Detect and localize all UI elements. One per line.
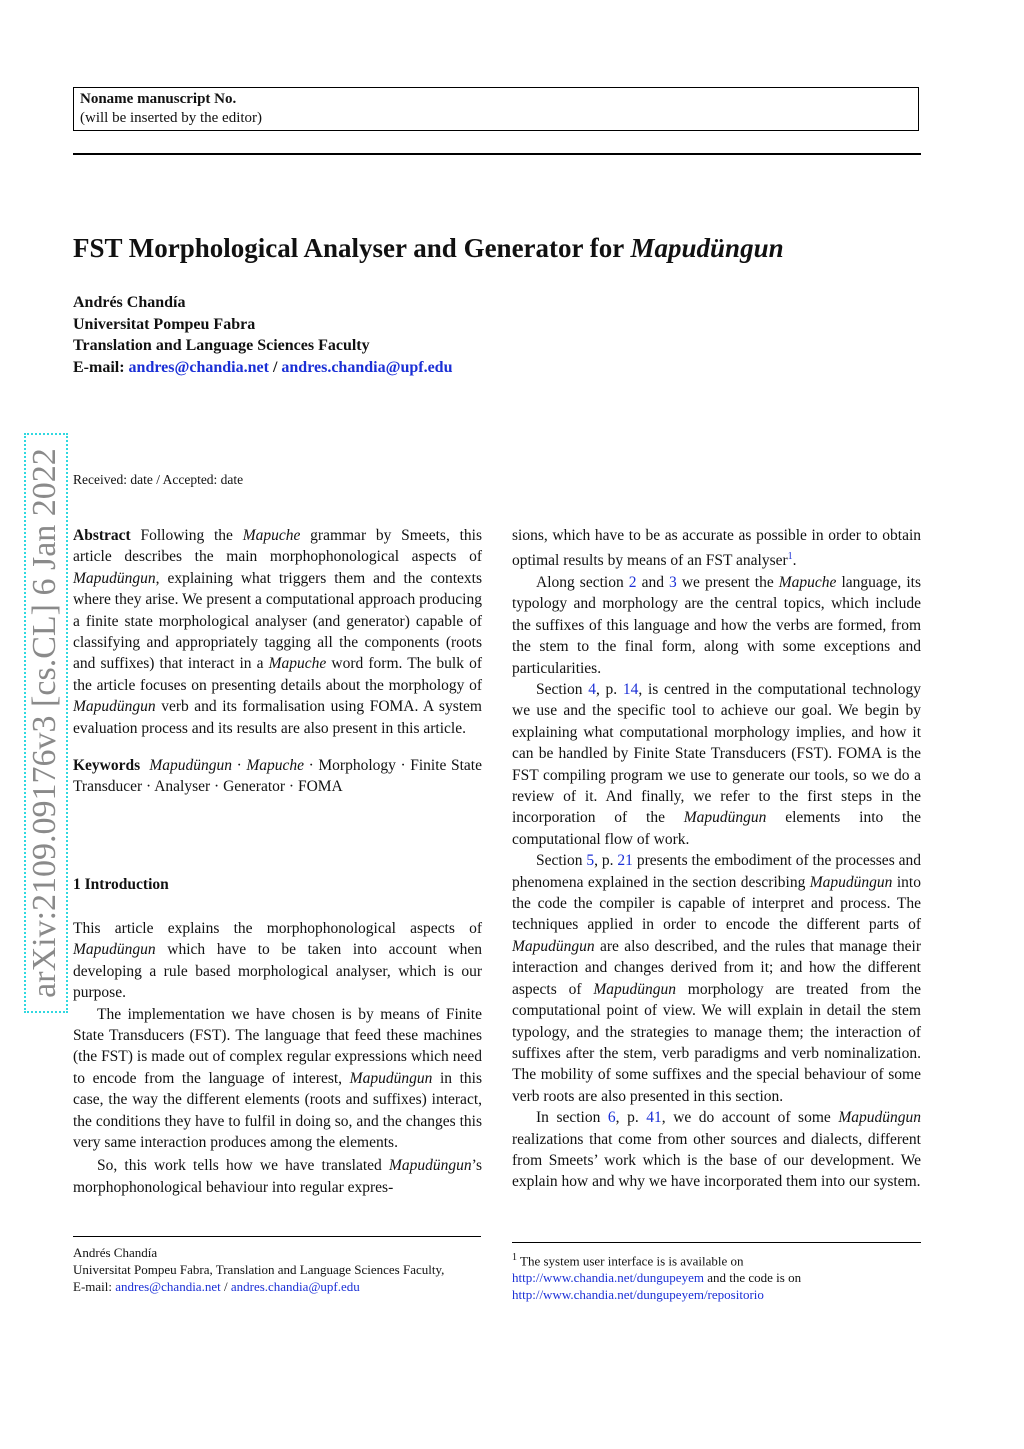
body-text: into the code the compiler is capable of interpret and process. The techniques applied in order to encode the different parts of bbox=[512, 873, 921, 934]
body-text: . bbox=[792, 552, 797, 570]
body-italic: Mapudüngun bbox=[512, 937, 595, 955]
body-italic: Mapuche bbox=[778, 573, 837, 591]
editor-note: (will be inserted by the editor) bbox=[80, 110, 263, 126]
right-paragraph-2 bbox=[512, 572, 921, 679]
right-paragraph-3 bbox=[512, 679, 921, 850]
introduction-left bbox=[73, 918, 482, 1198]
arxiv-stamp[interactable]: arXiv:2109.09176v3 [cs.CL] 6 Jan 2022 bbox=[24, 433, 68, 1013]
footnote-text: and the code is on bbox=[703, 1270, 802, 1286]
body-italic: Mapudüngun bbox=[809, 873, 893, 891]
section-ref-link[interactable]: 4 bbox=[588, 681, 596, 698]
abstract-text: Following the bbox=[130, 527, 243, 544]
body-text: Section bbox=[536, 681, 589, 698]
body-text: we present the bbox=[676, 573, 779, 591]
abstract-text: verb and its formalisation using FOMA. A system evaluation process and its results are also present in this article. bbox=[73, 698, 482, 737]
footer-affiliation: Universitat Pompeu Fabra, Translation and Language Sciences Faculty, bbox=[73, 1262, 445, 1277]
header-rule bbox=[73, 153, 921, 155]
body-text: elements into the computational flow of work. bbox=[512, 809, 921, 848]
keyword-text: · Morphology · Finite State Transducer · Analyser · Generator · FOMA bbox=[73, 757, 482, 796]
section-ref-link[interactable]: 2 bbox=[628, 573, 637, 591]
footer-email-label: E-mail: bbox=[73, 1279, 116, 1294]
section-ref-link[interactable]: 3 bbox=[669, 573, 677, 591]
body-text: Section bbox=[536, 852, 587, 870]
intro-italic: Mapudüngun bbox=[73, 941, 156, 959]
body-text: and bbox=[636, 573, 670, 591]
body-italic: Mapudüngun bbox=[838, 1109, 921, 1127]
email-separator: / bbox=[268, 358, 282, 376]
section-ref-link[interactable]: 6 bbox=[607, 1109, 616, 1127]
footnote-marker: 1 bbox=[512, 1252, 517, 1263]
footnote-url-1[interactable]: http://www.chandia.net/dungupeyem bbox=[512, 1270, 704, 1286]
manuscript-number: Noname manuscript No. bbox=[80, 91, 237, 107]
abstract-text: , explaining what triggers them and the contexts where they arise. We present a computational approach producing a finite state morphological analyser (and generator) capable of classifying and appropriately tagging all the components (roots and suffixes) that interact in a bbox=[73, 569, 482, 673]
footnote-line-2 bbox=[512, 1269, 932, 1286]
intro-paragraph-2 bbox=[73, 1004, 482, 1154]
title-italic: Mapudüngun bbox=[630, 233, 784, 263]
section-ref-link[interactable]: 5 bbox=[586, 852, 595, 870]
right-paragraph-5 bbox=[512, 1107, 921, 1193]
page-ref-link[interactable]: 21 bbox=[617, 852, 633, 870]
abstract-text: word form. The bulk of the article focuses on presenting details about the morphology of bbox=[73, 655, 482, 694]
keywords-label: Keywords bbox=[73, 757, 141, 775]
abstract-italic: Mapuche bbox=[268, 655, 327, 673]
intro-text: This article explains the morphophonological aspects of bbox=[73, 920, 482, 937]
footnote-text: The system user interface is is available on bbox=[517, 1253, 744, 1269]
intro-paragraph-1 bbox=[73, 918, 482, 1004]
footnote-url-2[interactable]: http://www.chandia.net/dungupeyem/repositorio bbox=[512, 1287, 764, 1303]
footer-email-line bbox=[73, 1278, 493, 1295]
intro-text: So, this work tells how we have translated bbox=[97, 1157, 389, 1175]
paper-title bbox=[73, 230, 933, 266]
intro-italic: Mapudüngun bbox=[349, 1069, 433, 1087]
right-paragraph-1 bbox=[512, 525, 921, 572]
footnote-rule bbox=[512, 1242, 921, 1243]
footer-email-separator: / bbox=[220, 1279, 231, 1294]
body-text: In section bbox=[536, 1109, 608, 1127]
email-label: E-mail: bbox=[73, 358, 129, 376]
body-text: are also described, and the rules that manage their interaction and changes derived from it; and how the different aspects of bbox=[512, 937, 921, 998]
author-name: Andrés Chandía bbox=[73, 294, 186, 311]
keywords bbox=[73, 755, 482, 798]
footer-rule-left bbox=[73, 1236, 481, 1237]
author-faculty: Translation and Language Sciences Faculty bbox=[73, 337, 370, 354]
journal-header-box bbox=[73, 87, 919, 131]
body-text: morphology are treated from the computational point of view. We will explain in detail the stem typology, and the strategies to manage them; the interaction of suffixes after the stem, verb paradigms and verb nominalization. The mobility of some suffixes and the special behaviour of some verb roots are also presented in this section. bbox=[512, 980, 921, 1105]
abstract-italic: Mapudüngun bbox=[73, 569, 156, 587]
left-column bbox=[73, 525, 482, 798]
page-ref-link[interactable]: 41 bbox=[646, 1109, 662, 1127]
keyword-italic: Mapudüngun bbox=[149, 757, 233, 775]
intro-text: which have to be taken into account when developing a rule based morphological analyser, which is our purpose. bbox=[73, 941, 482, 1002]
body-text: , we do account of some bbox=[661, 1109, 839, 1127]
body-italic: Mapudüngun bbox=[683, 809, 767, 827]
body-text: sions, which have to be as accurate as possible in order to obtain optimal results by means of an FST analyser bbox=[512, 527, 921, 570]
body-text: realizations that come from other sources and dialects, different from Smeets’ work which is the base of our development. We explain how and why we have incorporated them into our system. bbox=[512, 1130, 921, 1191]
email-link-1[interactable]: andres@chandia.net bbox=[128, 358, 269, 376]
footnote-ref[interactable]: 1 bbox=[787, 551, 793, 563]
intro-text: in this case, the way the different elements (roots and suffixes) interact, the conditions they have to fulfil in doing so, and the changes this very same interaction produces among the elements. bbox=[73, 1069, 483, 1152]
right-paragraph-4 bbox=[512, 850, 921, 1107]
author-footer bbox=[73, 1244, 493, 1295]
abstract-italic: Mapudüngun bbox=[73, 698, 156, 716]
keyword-sep: · bbox=[232, 757, 247, 775]
footer-email-link-1[interactable]: andres@chandia.net bbox=[115, 1279, 221, 1294]
body-text: , is centred in the computational technology we use and the specific tool to achieve our goal. We begin by explaining what computational morphology implies, and how it can be handled by Finite State Transducers (FST). FOMA is the FST compiling program we use to generate our tools, so we do a review of it. And finally, we refer to the first steps in the incorporation of the bbox=[512, 681, 921, 827]
section-heading-introduction: 1 Introduction bbox=[73, 876, 169, 893]
footer-author-name: Andrés Chandía bbox=[73, 1245, 158, 1260]
email-link-2[interactable]: andres.chandia@upf.edu bbox=[281, 358, 453, 376]
body-text: language, its typology and morphology are the central topics, which include the suffixes of this language and how the verbs are formed, from the stem to the final form, along with some exceptions and particularities. bbox=[512, 573, 921, 677]
body-text: presents the embodiment of the processes and phenomena explained in the section describing bbox=[512, 852, 921, 891]
abstract-text: grammar by Smeets, this article describes the main morphophonological aspects of bbox=[73, 527, 482, 566]
body-italic: Mapudüngun bbox=[593, 980, 676, 998]
right-column bbox=[512, 525, 921, 1193]
footer-email-link-2[interactable]: andres.chandia@upf.edu bbox=[230, 1279, 360, 1294]
footnote-line-1 bbox=[512, 1249, 932, 1269]
abstract-label: Abstract bbox=[73, 527, 131, 544]
footnote bbox=[512, 1249, 932, 1303]
received-date: Received: date / Accepted: date bbox=[73, 472, 244, 487]
page-ref-link[interactable]: 14 bbox=[622, 681, 639, 698]
author-affiliation: Universitat Pompeu Fabra bbox=[73, 315, 256, 333]
abstract-italic: Mapuche bbox=[242, 527, 301, 544]
body-text: , p. bbox=[595, 681, 623, 698]
title-text: FST Morphological Analyser and Generator for bbox=[73, 233, 631, 263]
intro-text: ’s morphophonological behaviour into regular expres- bbox=[73, 1157, 482, 1196]
intro-italic: Mapudüngun bbox=[388, 1157, 472, 1175]
body-text: , p. bbox=[615, 1109, 647, 1127]
body-text: Along section bbox=[536, 573, 629, 591]
author-block bbox=[73, 292, 452, 378]
keyword-italic: Mapuche bbox=[246, 757, 305, 775]
intro-paragraph-3 bbox=[73, 1155, 482, 1198]
author-email-line bbox=[73, 357, 452, 379]
abstract bbox=[73, 525, 482, 739]
intro-text: The implementation we have chosen is by means of Finite State Transducers (FST). The language that feed these machines (the FST) is made out of complex regular expressions which need to encode from the language of interest, bbox=[73, 1005, 482, 1087]
body-text: , p. bbox=[594, 852, 618, 870]
